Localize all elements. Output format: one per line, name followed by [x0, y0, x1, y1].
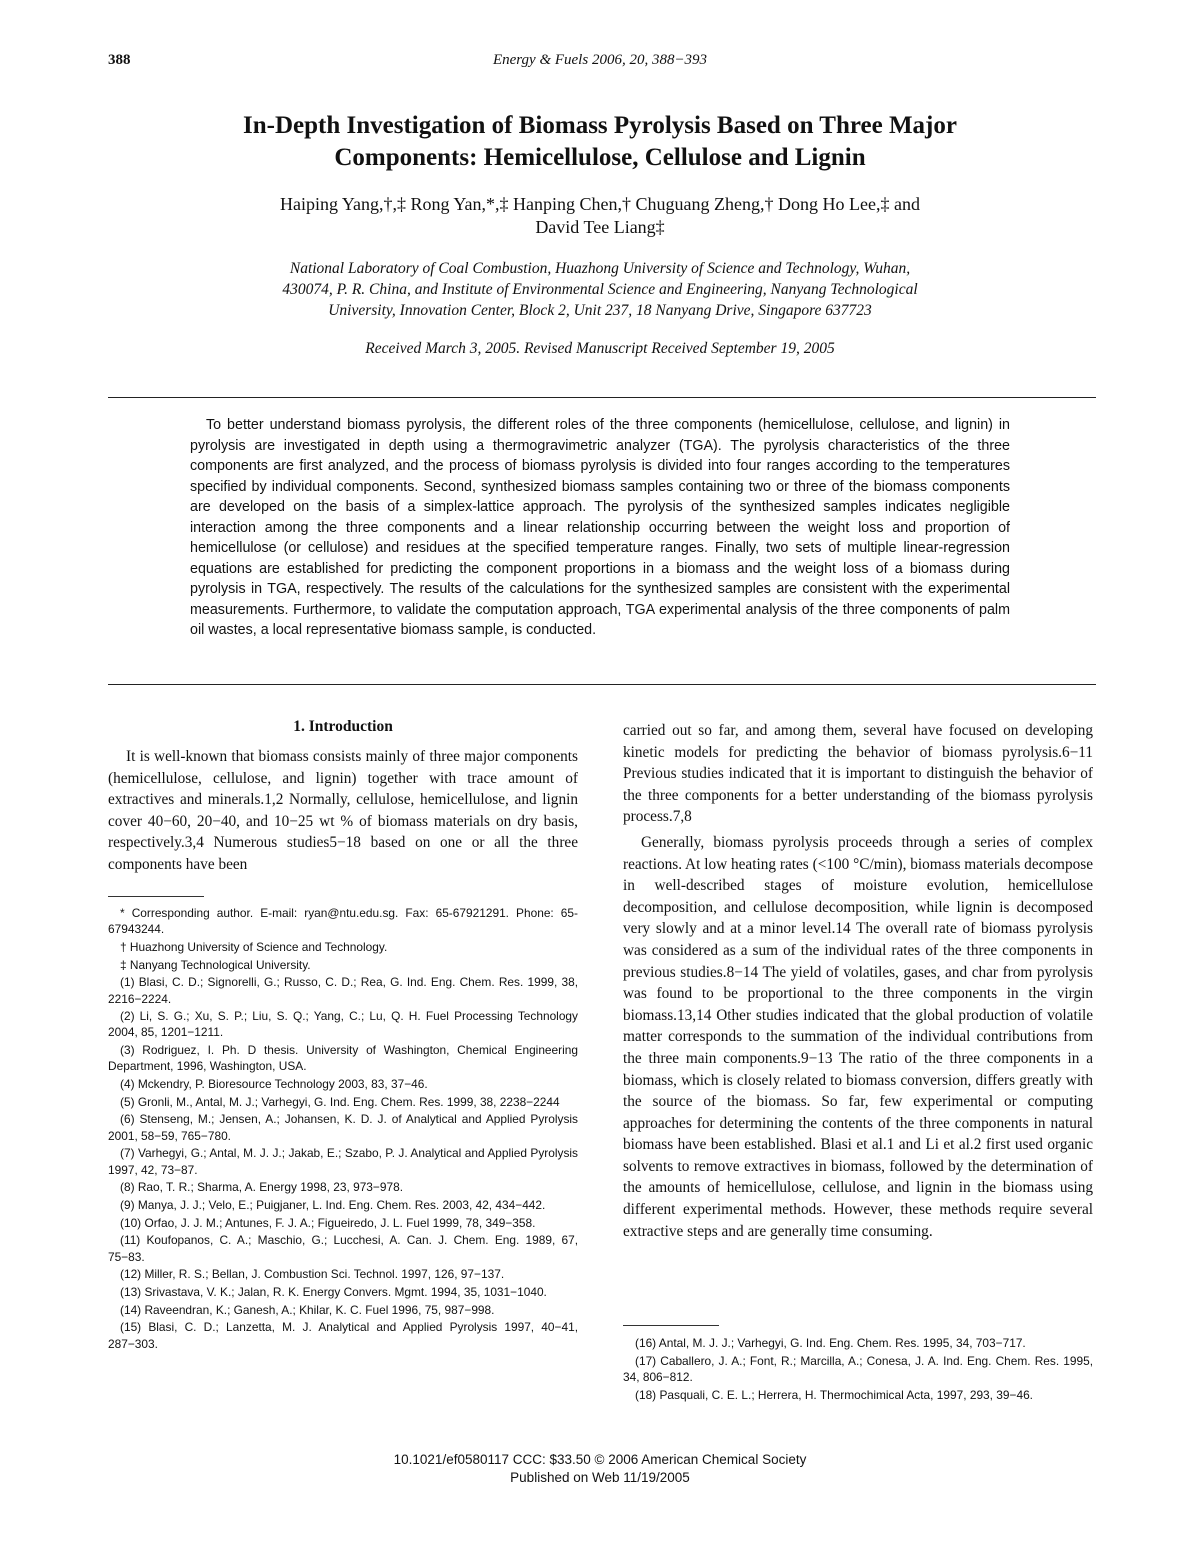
page-number: 388 [108, 52, 131, 68]
footnote-rule-left [108, 896, 204, 897]
footnote-item: (1) Blasi, C. D.; Signorelli, G.; Russo, C. D.; Rea, G. Ind. Eng. Chem. Res. 1999, 38, 2216−2224. [108, 975, 578, 1006]
footnote-rule-right [623, 1325, 719, 1326]
footnote-item: (3) Rodriguez, I. Ph. D thesis. University of Washington, Chemical Engineering Department, 1996, Washington, USA. [108, 1043, 578, 1074]
paper-title [150, 110, 1050, 174]
footnote-item: (10) Orfao, J. J. M.; Antunes, F. J. A.; Figueiredo, J. L. Fuel 1999, 78, 349−358. [120, 1215, 536, 1230]
intro-paragraph-2: carried out so far, and among them, several have focused on developing kinetic models for predicting the behavior of biomass pyrolysis.6−11 Previous studies indicated that it is important to distinguish the behavior of the three components for a better understanding of the biomass pyrolysis process.7,8 [623, 722, 1093, 826]
authors-line-2: David Tee Liang‡ [535, 217, 665, 237]
footnote-item: (17) Caballero, J. A.; Font, R.; Marcilla, A.; Conesa, J. A. Ind. Eng. Chem. Res. 1995, 34, 806−812. [623, 1353, 1093, 1384]
affiliation-line-3: University, Innovation Center, Block 2, Unit 237, 18 Nanyang Drive, Singapore 637723 [328, 302, 872, 319]
footnote-item: (11) Koufopanos, C. A.; Maschio, G.; Lucchesi, A. Can. J. Chem. Eng. 1989, 67, 75−83. [108, 1233, 578, 1264]
affiliations [180, 258, 1020, 321]
doi-copyright-line: 10.1021/ef0580117 CCC: $33.50 © 2006 American Chemical Society [393, 1452, 807, 1467]
footnote-item: (9) Manya, J. J.; Velo, E.; Puigjaner, L. Ind. Eng. Chem. Res. 2003, 42, 434−442. [120, 1197, 546, 1212]
footnotes-right [623, 1335, 1093, 1404]
footnote-item: (5) Gronli, M., Antal, M. J.; Varhegyi, G. Ind. Eng. Chem. Res. 1999, 38, 2238−2244 [120, 1094, 560, 1109]
title-line-1: In-Depth Investigation of Biomass Pyrolysis Based on Three Major [243, 112, 957, 139]
title-line-2: Components: Hemicellulose, Cellulose and Lignin [334, 144, 866, 171]
received-dates: Received March 3, 2005. Revised Manuscript Received September 19, 2005 [365, 340, 835, 357]
footnote-item: (2) Li, S. G.; Xu, S. P.; Liu, S. Q.; Yang, C.; Lu, Q. H. Fuel Processing Technology 2004, 85, 1201−1211. [108, 1009, 578, 1040]
right-column-body [623, 720, 1093, 1242]
footnote-item: (12) Miller, R. S.; Bellan, J. Combustion Sci. Technol. 1997, 126, 97−137. [120, 1267, 505, 1282]
footnote-item: (15) Blasi, C. D.; Lanzetta, M. J. Analytical and Applied Pyrolysis 1997, 40−41, 287−303. [108, 1320, 578, 1351]
footnote-item: * Corresponding author. E-mail: ryan@ntu.edu.sg. Fax: 65-67921291. Phone: 65-67943244. [108, 906, 578, 937]
authors-line-1: Haiping Yang,†,‡ Rong Yan,*,‡ Hanping Chen,† Chuguang Zheng,† Dong Ho Lee,‡ and [280, 194, 920, 214]
footnote-item: (6) Stenseng, M.; Jensen, A.; Johansen, K. D. J. of Analytical and Applied Pyrolysis 2001, 58−59, 765−780. [108, 1112, 578, 1143]
abstract-top-rule [108, 397, 1096, 398]
footnote-item: (14) Raveendran, K.; Ganesh, A.; Khilar, K. C. Fuel 1996, 75, 987−998. [120, 1302, 495, 1317]
abstract-text: To better understand biomass pyrolysis, the different roles of the three components (hemicellulose, cellulose, and lignin) in pyrolysis are investigated in depth using a thermogravimetric analyzer (TGA). The pyrolysis characteristics of the three components are first analyzed, and the process of biomass pyrolysis is divided into four ranges according to the temperatures specified by individual components. Second, synthesized biomass samples containing two or three of the biomass components are developed on the basis of a simplex-lattice approach. The pyrolysis of the synthesized samples indicates negligible interaction among the three components and a linear relationship occurring between the weight loss and proportion of hemicellulose (or cellulose) and residues at the specified temperature ranges. Finally, two sets of multiple linear-regression equations are established for predicting the component proportions in a biomass and the weight loss of a biomass during pyrolysis in TGA, respectively. The results of the calculations for the synthesized samples are consistent with the experimental measurements. Furthermore, to validate the computation approach, TGA experimental analysis of the three components of palm oil wastes, a local representative biomass sample, is conducted. [190, 417, 1010, 638]
intro-paragraph-3: Generally, biomass pyrolysis proceeds through a series of complex reactions. At low heating rates (<100 °C/min), biomass materials decompose in well-described stages of moisture evolution, hemicellulose decomposition, and cellulose decomposition, while lignin is decomposed very slowly and at a minor level.14 The overall rate of biomass pyrolysis was considered as a sum of the individual rates of the three components in previous studies.8−14 The yield of volatiles, gases, and char from pyrolysis was found to be proportional to the three components in the virgin biomass.13,14 Other studies indicated that the global production of volatile matter corresponds to the summation of the individual contributions from the three main components.9−13 The ratio of the three components in a biomass, which is closely related to biomass conversion, differs greatly with the source of the biomass. So far, few experimental or computing approaches for determining the contents of the three components in natural biomass have been established. Blasi et al.1 and Li et al.2 first used organic solvents to remove extractives in biomass, followed by the determination of the amounts of hemicellulose, cellulose, and lignin in the biomass using different experimental methods. However, these methods require several extractive steps and are generally time consuming. [623, 833, 1093, 1240]
left-column-body [108, 746, 578, 876]
intro-paragraph-1: It is well-known that biomass consists mainly of three major components (hemicellulose, cellulose, and lignin) together with trace amount of extractives and minerals.1,2 Normally, cellulose, hemicellulose, and lignin cover 40−60, 20−40, and 10−25 wt % of biomass materials on dry basis, respectively.3,4 Numerous studies5−18 based on one or all the three components have been [108, 748, 578, 873]
footnote-item: (4) Mckendry, P. Bioresource Technology 2003, 83, 37−46. [120, 1077, 428, 1092]
footnote-item: (16) Antal, M. J. J.; Varhegyi, G. Ind. Eng. Chem. Res. 1995, 34, 703−717. [635, 1336, 1026, 1350]
affiliation-line-1: National Laboratory of Coal Combustion, Huazhong University of Science and Technology, Wuhan, [289, 260, 911, 277]
footnote-item: (18) Pasquali, C. E. L.; Herrera, H. Thermochimical Acta, 1997, 293, 39−46. [635, 1387, 1033, 1402]
footnote-item: (7) Varhegyi, G.; Antal, M. J. J.; Jakab, E.; Szabo, P. J. Analytical and Applied Pyrolysis 1997, 42, 73−87. [108, 1146, 578, 1177]
journal-citation: Energy & Fuels 2006, 20, 388−393 [492, 52, 708, 68]
affiliation-line-2: 430074, P. R. China, and Institute of Environmental Science and Engineering, Nanyang Technological [282, 281, 918, 298]
footnote-item: ‡ Nanyang Technological University. [120, 957, 311, 972]
author-list [150, 193, 1050, 239]
abstract-bottom-rule [108, 684, 1096, 685]
section-heading: 1. Introduction [293, 718, 393, 735]
footnote-item: † Huazhong University of Science and Technology. [120, 939, 388, 954]
footnote-item: (8) Rao, T. R.; Sharma, A. Energy 1998, 23, 973−978. [120, 1180, 404, 1195]
footnote-item: (13) Srivastava, V. K.; Jalan, R. K. Energy Convers. Mgmt. 1994, 35, 1031−1040. [120, 1284, 547, 1299]
publication-date-line: Published on Web 11/19/2005 [510, 1470, 690, 1485]
footnotes-left [108, 905, 578, 1353]
